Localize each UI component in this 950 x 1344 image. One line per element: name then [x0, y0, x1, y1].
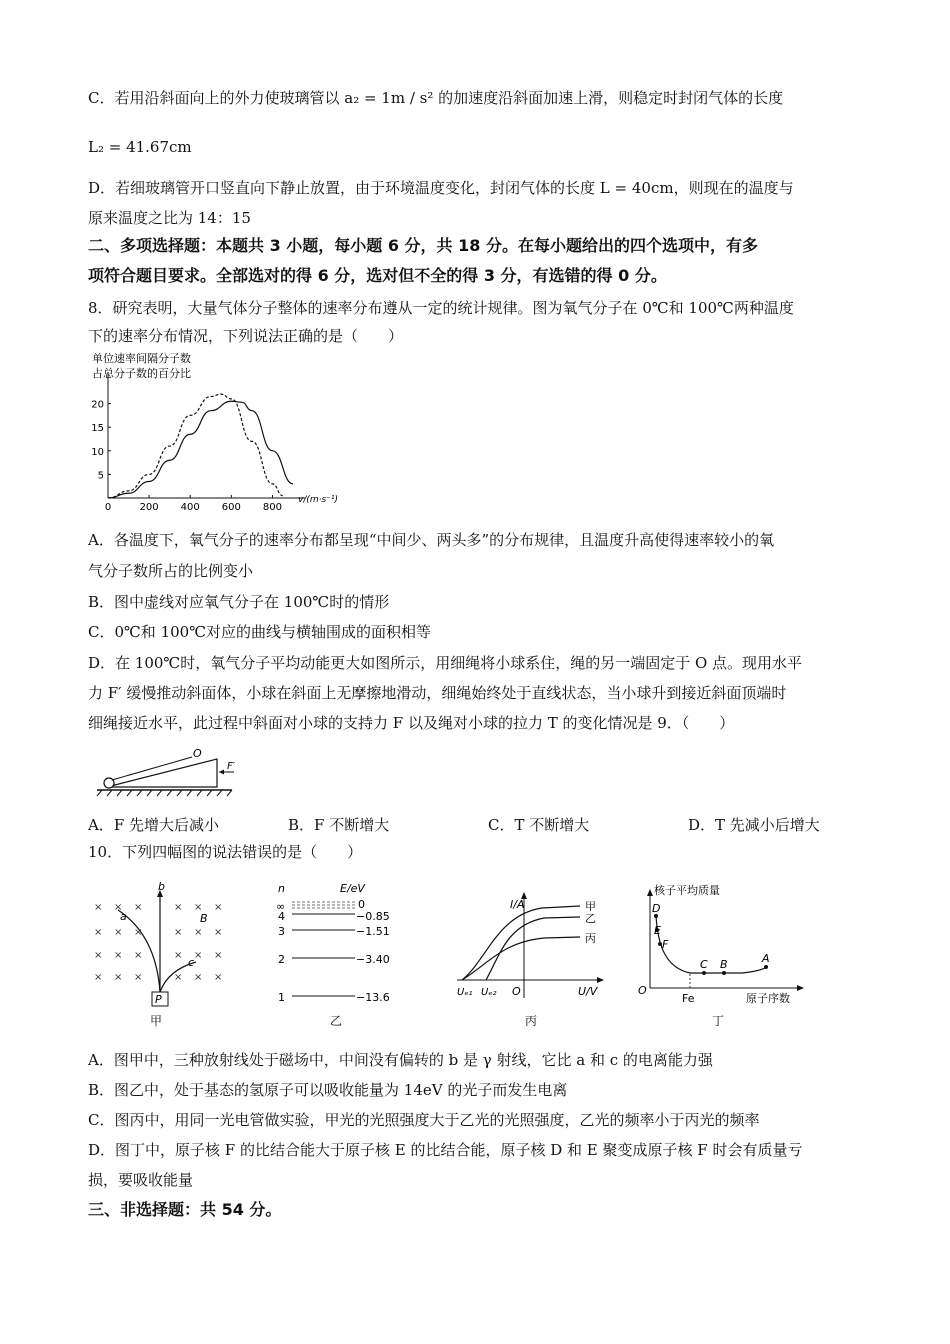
bing-series-yi: 乙: [585, 912, 596, 925]
jia-c-label: c: [188, 956, 195, 969]
q8-option-a-line1: A．各温度下，氧气分子的速率分布都呈现“中间少、两头多”的分布规律，且温度升高使得速率较小的氧: [88, 531, 775, 549]
force-f-prime-label: F′: [227, 761, 236, 772]
yi-level-e: −1.51: [356, 925, 390, 938]
svg-text:×: ×: [94, 972, 103, 983]
q8-option-b: B．图中虚线对应氧气分子在 100℃时的情形: [88, 593, 390, 611]
series-dashed: [108, 394, 283, 498]
y-tick-label: 5: [97, 470, 104, 482]
svg-text:×: ×: [134, 927, 143, 938]
svg-text:×: ×: [174, 927, 183, 938]
ding-point-e: E: [654, 924, 661, 937]
svg-text:×: ×: [114, 902, 123, 913]
ding-origin: O: [638, 984, 647, 997]
y-tick-label: 15: [91, 423, 104, 435]
chart-ylabel-line1: 单位速率间隔分子数: [92, 352, 191, 365]
bing-xlabel: U/V: [578, 985, 598, 998]
q9-choice-a: A．F 先增大后减小: [88, 816, 220, 834]
yi-level-e: −0.85: [356, 910, 390, 923]
q7-option-c-line1: C．若用沿斜面向上的外力使玻璃管以 a₂ = 1m / s² 的加速度沿斜面加速上滑，则稳定时封闭气体的长度: [88, 89, 784, 107]
q7-option-c-line2: L₂ = 41.67cm: [88, 138, 192, 156]
chart-ylabel-line2: 占总分子数的百分比: [92, 367, 191, 380]
figure-jia: [88, 880, 238, 1020]
q10-option-d-line2: 损，要吸收能量: [88, 1171, 194, 1189]
yi-level-e: 0: [358, 898, 365, 911]
q9-choice-d: D．T 先减小后增大: [688, 816, 820, 834]
q9-choice-b: B．F 不断增大: [288, 816, 390, 834]
ding-fe-label: Fe: [682, 992, 695, 1005]
svg-text:×: ×: [214, 902, 223, 913]
x-tick-label: 600: [221, 502, 241, 513]
q8-stem-line1: 8．研究表明，大量气体分子整体的速率分布遵从一定的统计规律。图为氧气分子在 0℃和 100℃两种温度: [88, 299, 794, 317]
svg-text:×: ×: [134, 950, 143, 961]
svg-text:×: ×: [114, 950, 123, 961]
q8-option-d-line1: D．在 100℃时，氧气分子平均动能更大如图所示，用细绳将小球系住，绳的另一端固定于 O 点。现用水平: [88, 654, 803, 672]
x-tick-label: 200: [139, 502, 159, 513]
svg-text:×: ×: [194, 902, 203, 913]
figure-jia-caption: 甲: [150, 1014, 163, 1028]
bing-series-bing: 丙: [585, 932, 596, 945]
svg-text:×: ×: [174, 950, 183, 961]
yi-level-e: −3.40: [356, 953, 390, 966]
ding-curve: [656, 916, 767, 973]
yi-n-header: n: [278, 882, 285, 895]
svg-text:×: ×: [114, 927, 123, 938]
yi-level-e: −13.6: [356, 991, 390, 1004]
q8-option-c: C．0℃和 100℃对应的曲线与横轴围成的面积相等: [88, 623, 431, 641]
jia-p-label: P: [155, 993, 162, 1006]
ding-point-a: A: [762, 952, 770, 965]
ding-point-d: D: [652, 902, 661, 915]
incline-figure: [92, 745, 242, 797]
svg-text:×: ×: [174, 972, 183, 983]
svg-text:×: ×: [194, 950, 203, 961]
series-solid: [108, 401, 293, 498]
q8-stem-line2: 下的速率分布情况，下列说法正确的是（ ）: [88, 327, 404, 345]
figure-bing-caption: 丙: [525, 1014, 538, 1028]
jia-field-b-label: B: [200, 912, 208, 925]
q9-choice-c: C．T 不断增大: [488, 816, 590, 834]
y-tick-label: 20: [91, 399, 104, 411]
figure-yi: [270, 880, 410, 1010]
point-o-label: O: [193, 747, 202, 760]
svg-text:×: ×: [174, 902, 183, 913]
yi-level-n: ∞: [276, 900, 286, 913]
svg-text:×: ×: [214, 950, 223, 961]
svg-text:×: ×: [194, 927, 203, 938]
q7-option-d-line2: 原来温度之比为 14：15: [88, 209, 251, 227]
section3-heading: 三、非选择题：共 54 分。: [88, 1200, 282, 1219]
q8-option-d-line3: 细绳接近水平，此过程中斜面对小球的支持力 F 以及绳对小球的拉力 T 的变化情况是 9．（ ）: [88, 714, 735, 732]
q10-option-a: A．图甲中，三种放射线处于磁场中，中间没有偏转的 b 是 γ 射线，它比 a 和 c 的电离能力强: [88, 1051, 713, 1069]
yi-level-n: 3: [278, 925, 285, 938]
svg-text:×: ×: [114, 972, 123, 983]
x-tick-label: 400: [180, 502, 200, 513]
q10-option-b: B．图乙中，处于基态的氢原子可以吸收能量为 14eV 的光子而发生电离: [88, 1081, 568, 1099]
bing-curve-yi: [486, 917, 580, 980]
yi-level-n: 2: [278, 953, 285, 966]
jia-a-label: a: [120, 910, 127, 923]
svg-text:×: ×: [134, 972, 143, 983]
x-tick-label: 800: [262, 502, 282, 513]
svg-text:×: ×: [214, 927, 223, 938]
q10-option-c: C．图丙中，用同一光电管做实验，甲光的光照强度大于乙光的光照强度，乙光的频率小于丙光的频率: [88, 1111, 760, 1129]
q8-option-a-line2: 气分子数所占的比例变小: [88, 562, 254, 580]
svg-text:×: ×: [94, 927, 103, 938]
svg-text:×: ×: [214, 972, 223, 983]
yi-e-header: E/eV: [340, 882, 365, 895]
ding-ylabel: 核子平均质量: [654, 884, 720, 897]
q7-option-d-line1: D．若细玻璃管开口竖直向下静止放置，由于环境温度变化，封闭气体的长度 L = 40cm，则现在的温度与: [88, 179, 794, 197]
q8-option-d-line2: 力 F′ 缓慢推动斜面体，小球在斜面上无摩擦地滑动，细绳始终处于直线状态，当小球升到接近斜面顶端时: [88, 684, 787, 702]
figure-ding-caption: 丁: [712, 1014, 725, 1028]
bing-u1: Uₑ₁: [457, 987, 473, 998]
x-tick-label: 0: [104, 502, 112, 513]
y-tick-label: 10: [91, 446, 104, 458]
ding-point-c: C: [700, 958, 708, 971]
svg-text:×: ×: [134, 902, 143, 913]
ding-point-b: B: [720, 958, 728, 971]
x-axis-label: v/(m·s⁻¹): [298, 495, 339, 505]
section2-heading-line1: 二、多项选择题：本题共 3 小题，每小题 6 分，共 18 分。在每小题给出的四个选项中，有多: [88, 236, 758, 255]
q10-stem: 10．下列四幅图的说法错误的是（ ）: [88, 843, 363, 861]
bing-u2: Uₑ₂: [481, 987, 497, 998]
bing-curve-bing: [462, 937, 580, 980]
figure-bing: [452, 880, 612, 1010]
svg-text:×: ×: [94, 902, 103, 913]
ding-point-f: F: [662, 938, 669, 951]
section2-heading-line2: 项符合题目要求。全部选对的得 6 分，选对但不全的得 3 分，有选错的得 0 分。: [88, 266, 667, 285]
svg-text:×: ×: [94, 950, 103, 961]
bing-ylabel: I/A: [510, 898, 525, 911]
jia-b-label: b: [158, 880, 165, 893]
ding-xlabel: 原子序数: [746, 992, 790, 1005]
q10-option-d-line1: D．图丁中，原子核 F 的比结合能大于原子核 E 的比结合能，原子核 D 和 E 聚变成原子核 F 时会有质量亏: [88, 1141, 803, 1159]
yi-level-n: 4: [278, 910, 285, 923]
yi-level-n: 1: [278, 991, 285, 1004]
bing-series-jia: 甲: [585, 900, 596, 913]
speed-distribution-chart: [88, 350, 368, 525]
figure-ding: [632, 878, 812, 1010]
svg-text:×: ×: [194, 972, 203, 983]
figure-yi-caption: 乙: [330, 1014, 343, 1028]
bing-origin: O: [512, 985, 521, 998]
